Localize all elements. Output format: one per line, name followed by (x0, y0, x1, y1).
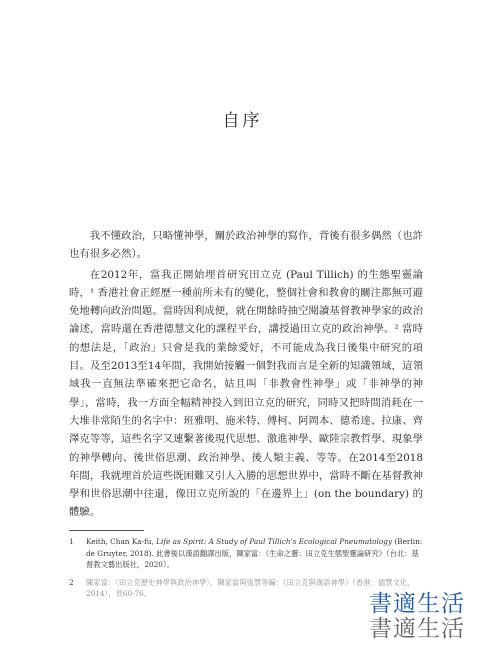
preface-body (69, 227, 423, 524)
footnote-number: 1 (69, 537, 74, 546)
page-title: 自序 (222, 111, 263, 131)
footnote-text-part: (Berlin: de Gruyter, 2018). 此書後以漢語翻譯出版，陳家富：《生命之靈：田立克生態聖靈論研究》（台北：基督教文藝出版社，2020）。 (86, 537, 423, 569)
footnote (69, 536, 423, 571)
footnote-text-part: Keith, Chan Ka-fu, (86, 537, 157, 546)
paragraph: 在2012年，當我正開始埋首研究田立克 (Paul Tillich) 的生態聖靈論時，¹ 香港社會正經歷一種前所未有的變化，整個社會和教會的關注都無可避免地轉向政治問題。當時因利成便，就在開餘時抽空閱讀基督教神學家的政治論述，當時還在香港德慧文化的課程平台，講授過田立克的政治神學。² 當時的想法是，「政治」只會是我的業餘愛好，不可能成為我日後集中研究的項目。及至2013至14年間，我開始接觸一個對我而言是全新的知識領域，這領域我一直無法準確來把它命名，姑且叫「非教會性神學」或「非神學的神學」，當時，我一方面全幅精神投入到田立克的研究，同時又把時間消耗在一大堆非常陌生的名字中：班雅明、施米特、傅柯、阿岡本、德希達、拉康、齊澤克等等，這些名字又連繫著後現代思想、激進神學、歐陸宗教哲學、現象學的神學轉向、後世俗思潮、政治神學、後人類主義、等等。在2014至2018年間，我就埋首於這些既困難又引人入勝的思想世界中，當時不斷在基督教神學和世俗思潮中往還，像田立克所說的「在邊界上」(on the boundary) 的體驗。 (69, 268, 423, 519)
watermark-line: 書適生活 (369, 591, 465, 617)
footnote-divider (69, 530, 144, 531)
book-title: Life as Spirit: A Study of Paul Tillich's Ecological Pneumatology (156, 537, 393, 546)
footnote-text (86, 536, 423, 571)
paragraph: 我不懂政治，只略懂神學，關於政治神學的寫作，背後有很多偶然（也許也有很多必然）。 (69, 230, 423, 261)
watermark-logo (325, 593, 465, 641)
footnote-number: 2 (69, 577, 74, 587)
watermark-line: 書適生活 (369, 616, 465, 642)
footnote-text: 陳家富：〈田立克歷史神學與政治神學〉，陳家富與張慧等編：《田立克與漢語神學》（香港：德慧文化，2014），頁60-76。 (86, 577, 415, 598)
